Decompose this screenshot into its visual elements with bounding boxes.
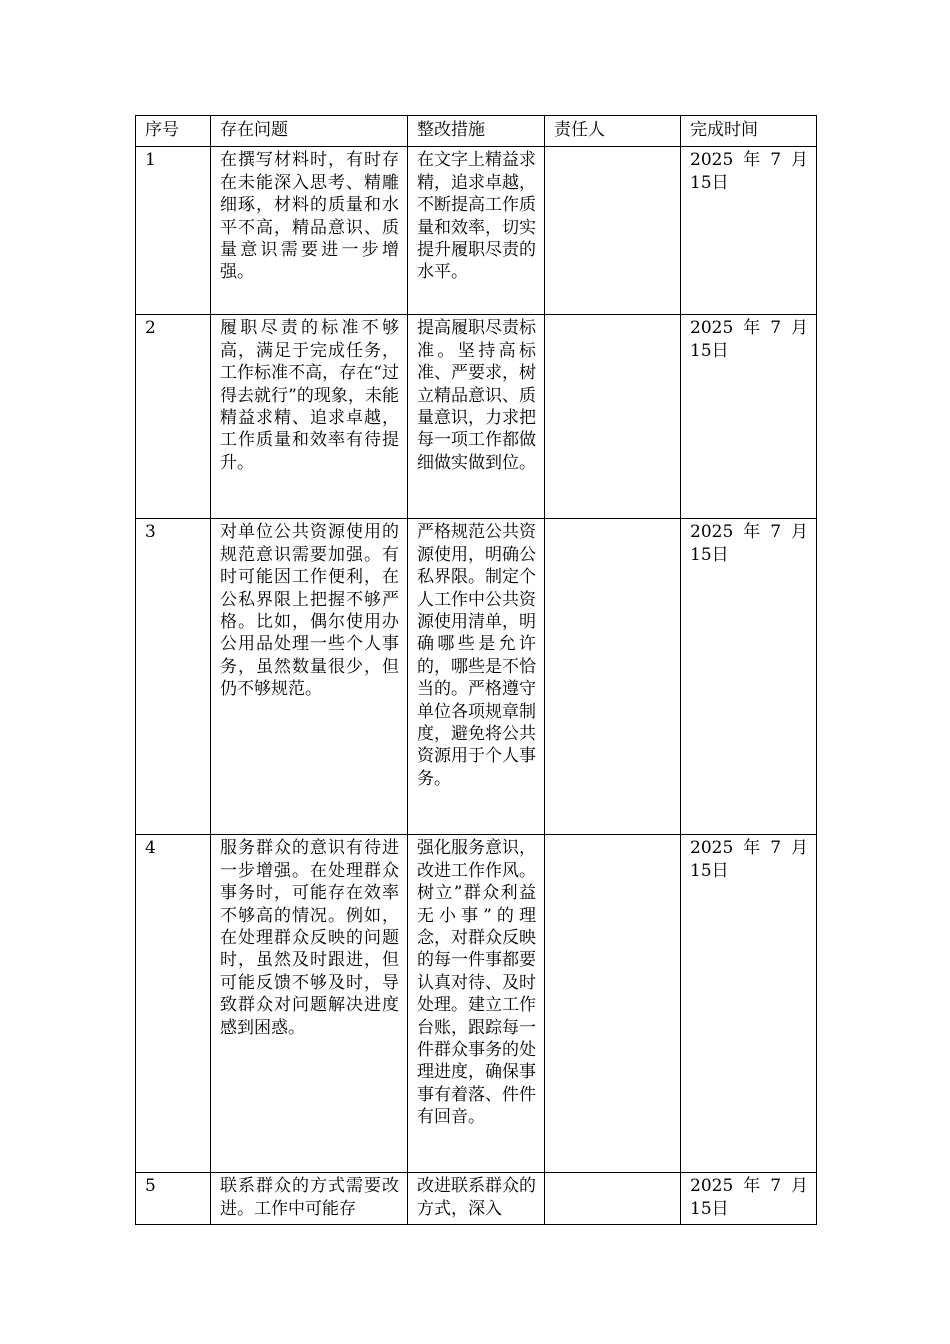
date-year: 2025 (690, 318, 734, 339)
date-line (690, 317, 808, 339)
cell-measure: 改进联系群众的方式，深入 (408, 1173, 545, 1225)
date-line (690, 1175, 808, 1197)
date-yue: 月 (791, 522, 808, 543)
date-nian: 年 (743, 318, 761, 339)
date-month: 7 (770, 838, 782, 859)
cell-completion-time (681, 519, 817, 835)
date-year: 2025 (690, 522, 734, 543)
cell-no: 2 (136, 315, 211, 519)
date-month: 7 (770, 1176, 782, 1197)
rectification-table (135, 115, 817, 1225)
date-yue: 月 (791, 150, 808, 171)
cell-no: 3 (136, 519, 211, 835)
date-day: 15日 (690, 340, 729, 361)
date-line (690, 149, 808, 171)
cell-owner (545, 1173, 681, 1225)
date-year: 2025 (690, 1176, 734, 1197)
table-row (136, 835, 817, 1173)
cell-completion-time (681, 835, 817, 1173)
cell-measure: 提高履职尽责标准。坚持高标准、严要求，树立精品意识、质量意识，力求把每一项工作都做细做实做到位。 (408, 315, 545, 519)
table-row (136, 315, 817, 519)
table-row (136, 147, 817, 315)
date-day: 15日 (690, 544, 729, 565)
cell-no: 4 (136, 835, 211, 1173)
cell-no: 5 (136, 1173, 211, 1225)
date-day: 15日 (690, 172, 729, 193)
date-month: 7 (770, 318, 782, 339)
header-measure: 整改措施 (408, 116, 545, 147)
cell-completion-time (681, 1173, 817, 1225)
cell-completion-time (681, 147, 817, 315)
date-line (690, 837, 808, 859)
date-yue: 月 (791, 838, 808, 859)
table-header-row (136, 116, 817, 147)
table-row (136, 519, 817, 835)
header-completion-time: 完成时间 (681, 116, 817, 147)
date-nian: 年 (743, 838, 761, 859)
cell-problem: 服务群众的意识有待进一步增强。在处理群众事务时，可能存在效率不够高的情况。例如，在处理群众反映的问题时，虽然及时跟进，但可能反馈不够及时，导致群众对问题解决进度感到困惑。 (211, 835, 408, 1173)
date-year: 2025 (690, 150, 734, 171)
cell-owner (545, 147, 681, 315)
date-nian: 年 (743, 1176, 761, 1197)
date-nian: 年 (743, 522, 761, 543)
cell-owner (545, 519, 681, 835)
table-row (136, 1173, 817, 1225)
date-line (690, 521, 808, 543)
date-month: 7 (770, 150, 782, 171)
date-yue: 月 (791, 318, 808, 339)
date-year: 2025 (690, 838, 734, 859)
date-yue: 月 (791, 1176, 808, 1197)
header-owner: 责任人 (545, 116, 681, 147)
date-month: 7 (770, 522, 782, 543)
cell-measure: 严格规范公共资源使用，明确公私界限。制定个人工作中公共资源使用清单，明确哪些是允许的，哪些是不恰当的。严格遵守单位各项规章制度，避免将公共资源用于个人事务。 (408, 519, 545, 835)
cell-measure: 强化服务意识，改进工作作风。树立”群众利益无小事”的理念，对群众反映的每一件事都要认真对待、及时处理。建立工作台账，跟踪每一件群众事务的处理进度，确保事事有着落、件件有回音。 (408, 835, 545, 1173)
cell-problem: 联系群众的方式需要改进。工作中可能存 (211, 1173, 408, 1225)
date-day: 15日 (690, 1198, 729, 1219)
cell-owner (545, 835, 681, 1173)
cell-owner (545, 315, 681, 519)
header-problem: 存在问题 (211, 116, 408, 147)
cell-problem: 在撰写材料时，有时存在未能深入思考、精雕细琢，材料的质量和水平不高，精品意识、质量意识需要进一步增强。 (211, 147, 408, 315)
cell-no: 1 (136, 147, 211, 315)
cell-problem: 履职尽责的标准不够高，满足于完成任务，工作标准不高，存在“过得去就行”的现象，未能精益求精、追求卓越，工作质量和效率有待提升。 (211, 315, 408, 519)
cell-completion-time (681, 315, 817, 519)
date-nian: 年 (743, 150, 761, 171)
cell-measure: 在文字上精益求精，追求卓越，不断提高工作质量和效率，切实提升履职尽责的水平。 (408, 147, 545, 315)
cell-problem: 对单位公共资源使用的规范意识需要加强。有时可能因工作便利，在公私界限上把握不够严格。比如，偶尔使用办公用品处理一些个人事务，虽然数量很少，但仍不够规范。 (211, 519, 408, 835)
date-day: 15日 (690, 860, 729, 881)
header-no: 序号 (136, 116, 211, 147)
